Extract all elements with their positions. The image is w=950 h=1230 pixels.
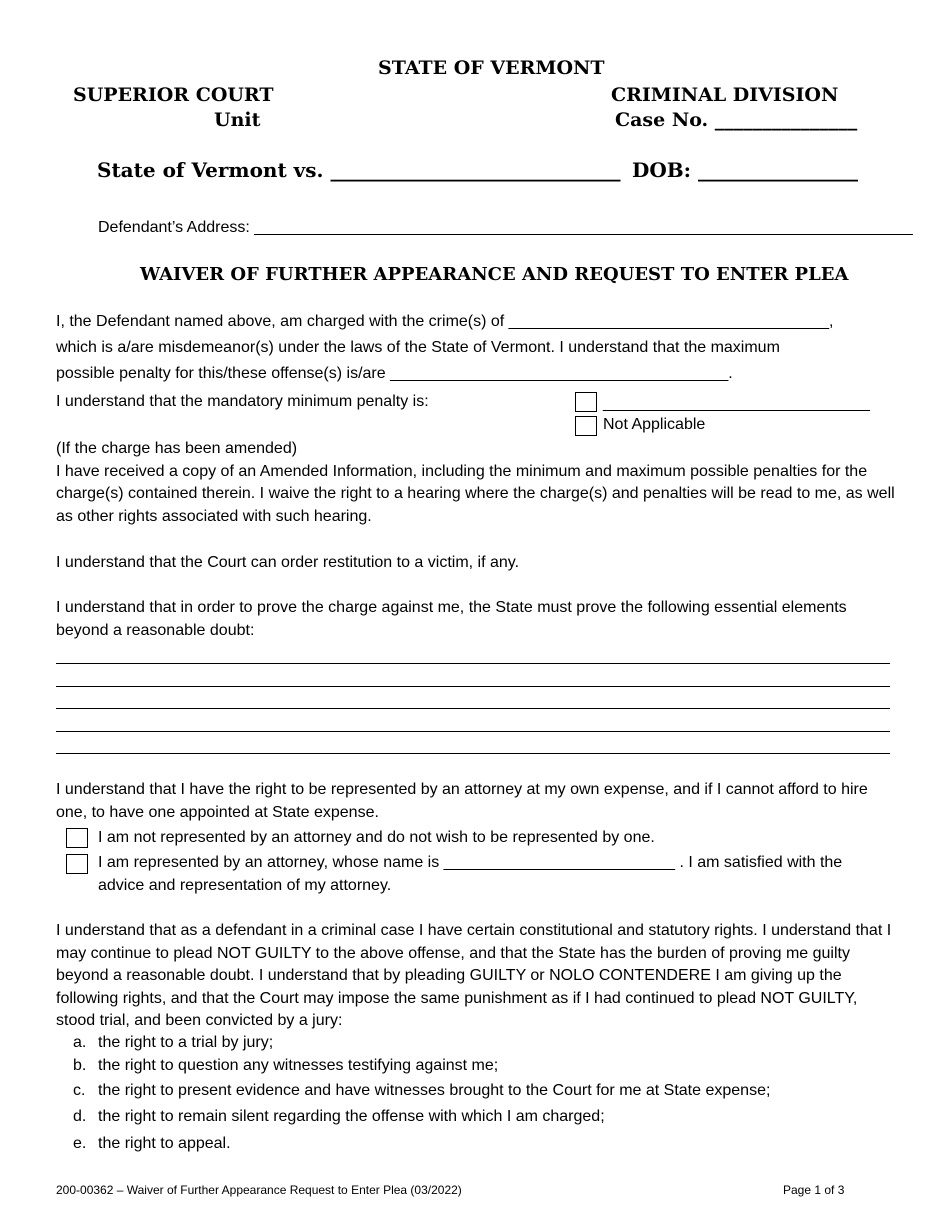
form-title: WAIVER OF FURTHER APPEARANCE AND REQUEST TO ENTER PLEA	[140, 264, 849, 285]
list-item-text: the right to remain silent regarding the offense with which I am charged;	[98, 1108, 605, 1125]
state-heading: STATE OF VERMONT	[378, 57, 605, 79]
attorney-intro: I understand that I have the right to be represented by an attorney at my own expense, and if I cannot afford to hire one, to have one appointed at State expense.	[56, 781, 868, 821]
amended-section	[56, 438, 896, 528]
charges-line-1[interactable]: I, the Defendant named above, am charged with the crime(s) of ____________________________________,	[56, 313, 834, 330]
no-attorney-label: I am not represented by an attorney and do not wish to be represented by one.	[98, 829, 655, 846]
mandatory-minimum-checkbox[interactable]	[575, 392, 597, 412]
footer-page-number: Page 1 of 3	[783, 1183, 845, 1197]
list-item-label: d.	[73, 1108, 87, 1125]
list-item-text: the right to present evidence and have witnesses brought to the Court for me at State expense;	[98, 1082, 771, 1099]
footer-form-id: 200-00362 – Waiver of Further Appearance Request to Enter Plea (03/2022)	[56, 1183, 462, 1197]
amended-text: I have received a copy of an Amended Information, including the minimum and maximum possible penalties for the charge(s) contained therein. I waive the right to a hearing where the charge(s) and penalties will be read to me, as well as other rights associated with such hearing.	[56, 462, 895, 525]
list-item-label: e.	[73, 1135, 87, 1152]
division-name: CRIMINAL DIVISION	[611, 84, 839, 106]
case-number-field[interactable]: Case No. _______________	[615, 109, 858, 131]
elements-text: I understand that in order to prove the charge against me, the State must prove the following essential elements beyond a reasonable doubt:	[56, 599, 847, 639]
elements-line-5[interactable]	[56, 753, 890, 754]
elements-line-4[interactable]	[56, 731, 890, 732]
max-penalty-field[interactable]: possible penalty for this/these offense(s) is/are ______________________________________.	[56, 365, 733, 382]
list-item	[73, 1135, 231, 1153]
defendant-address-field[interactable]: Defendant’s Address: __________________________________________________________________________	[98, 219, 913, 236]
list-item	[73, 1082, 770, 1100]
elements-line-2[interactable]	[56, 686, 890, 687]
mandatory-minimum-field[interactable]: ______________________________	[603, 395, 870, 412]
unit-label: Unit	[214, 109, 261, 131]
elements-line-1[interactable]	[56, 663, 890, 664]
list-item-label: a.	[73, 1034, 87, 1051]
elements-line-3[interactable]	[56, 708, 890, 709]
not-applicable-label: Not Applicable	[603, 416, 706, 433]
restitution-text: I understand that the Court can order restitution to a victim, if any.	[56, 554, 520, 571]
not-applicable-checkbox[interactable]	[575, 416, 597, 436]
mandatory-minimum-label: I understand that the mandatory minimum penalty is:	[56, 393, 429, 410]
court-name: SUPERIOR COURT	[73, 84, 274, 106]
list-item-text: the right to a trial by jury;	[98, 1034, 274, 1051]
rights-intro: I understand that as a defendant in a criminal case I have certain constitutional and statutory rights. I understand that I may continue to plead NOT GUILTY to the above offense, and that the State has the burden of proving me guilty beyond a reasonable doubt. I understand that by pleading GUILTY or NOLO CONTENDERE I am giving up the following rights, and that the Court may impose the same punishment as if I had continued to plead NOT GUILTY, stood trial, and been convicted by a jury:	[56, 922, 892, 1030]
charges-line-2: which is a/are misdemeanor(s) under the laws of the State of Vermont. I understand that the maximum	[56, 339, 780, 356]
list-item-text: the right to question any witnesses testifying against me;	[98, 1057, 499, 1074]
list-item	[73, 1108, 605, 1126]
amended-heading: (If the charge has been amended)	[56, 440, 298, 457]
has-attorney-checkbox[interactable]	[66, 854, 88, 874]
attorney-satisfied-text: advice and representation of my attorney.	[98, 877, 392, 894]
state-vs-field[interactable]: State of Vermont vs. _____________________________	[97, 158, 621, 182]
no-attorney-checkbox[interactable]	[66, 828, 88, 848]
list-item	[73, 1057, 498, 1075]
dob-field[interactable]: DOB: ________________	[632, 158, 859, 182]
list-item-text: the right to appeal.	[98, 1135, 231, 1152]
attorney-name-field[interactable]: I am represented by an attorney, whose name is __________________________ . I am satisfied with the	[98, 854, 843, 871]
list-item	[73, 1034, 273, 1052]
list-item-label: b.	[73, 1057, 87, 1074]
list-item-label: c.	[73, 1082, 86, 1099]
